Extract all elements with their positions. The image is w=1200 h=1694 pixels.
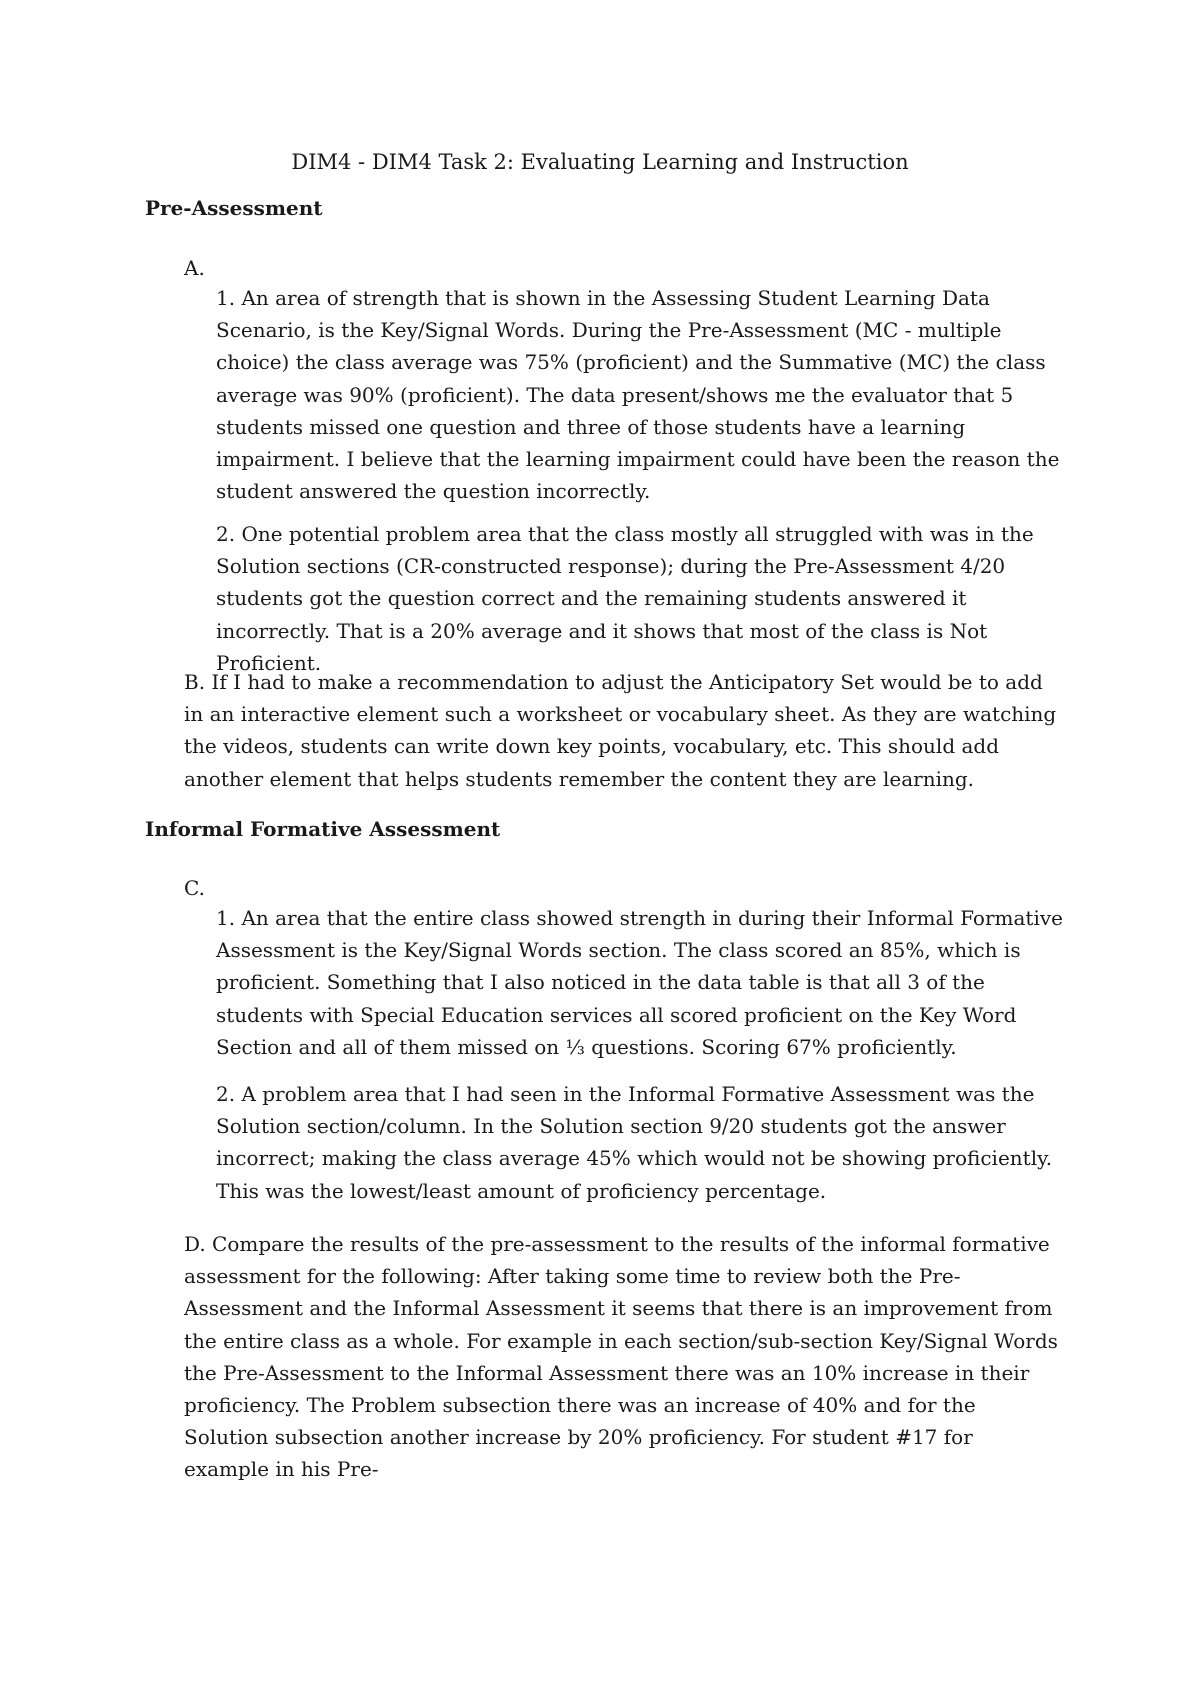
- part-c-label: C.: [184, 876, 205, 900]
- part-c-item-2: 2. A problem area that I had seen in the Informal Formative Assessment was the Solution section/column. In the Solution section 9/20 students got the answer incorrect; making the class average 45% which would not be showing proficiently. This was the lowest/least amount of proficiency percentage.: [216, 1082, 1053, 1203]
- part-a-item-1: 1. An area of strength that is shown in the Assessing Student Learning Data Scenario, is the Key/Signal Words. During the Pre-Assessment (MC - multiple choice) the class average was 75% (proficient) and the Summative (MC) the class average was 90% (proficient). The data present/shows me the evaluator that 5 students missed one question and three of those students have a learning impairment. I believe that the learning impairment could have been the reason the student answered the question incorrectly.: [216, 286, 1060, 504]
- part-c-item-1: 1. An area that the entire class showed strength in during their Informal Formative Assessment is the Key/Signal Words section. The class scored an 85%, which is proficient. Something that I also noticed in the data table is that all 3 of the students with Special Education services all scored proficient on the Key Word Section and all of them missed on ⅓ questions. Scoring 67% proficiently.: [216, 906, 1063, 1059]
- document-title: DIM4 - DIM4 Task 2: Evaluating Learning and Instruction: [291, 150, 909, 174]
- part-b-paragraph: B. If I had to make a recommendation to adjust the Anticipatory Set would be to add in an interactive element such a worksheet or vocabulary sheet. As they are watching the videos, students can write down key points, vocabulary, etc. This should add another element that helps students remember the content they are learning.: [184, 670, 1057, 791]
- part-a-item-2: 2. One potential problem area that the class mostly all struggled with was in the Solution sections (CR-constructed response); during the Pre-Assessment 4/20 students got the question correct and the remaining students answered it incorrectly. That is a 20% average and it shows that most of the class is Not Proficient.: [216, 522, 1034, 675]
- part-d-paragraph: D. Compare the results of the pre-assessment to the results of the informal formative assessment for the following: After taking some time to review both the Pre-Assessment and the Informal Assessment it seems that there is an improvement from the entire class as a whole. For example in each section/sub-section Key/Signal Words the Pre-Assessment to the Informal Assessment there was an 10% increase in their proficiency. The Problem subsection there was an increase of 40% and for the Solution subsection another increase by 20% proficiency. For student #17 for example in his Pre-: [184, 1232, 1058, 1482]
- section-heading-pre-assessment: Pre-Assessment: [145, 196, 323, 220]
- section-heading-informal-formative-assessment: Informal Formative Assessment: [145, 817, 501, 841]
- part-a-label: A.: [184, 256, 205, 280]
